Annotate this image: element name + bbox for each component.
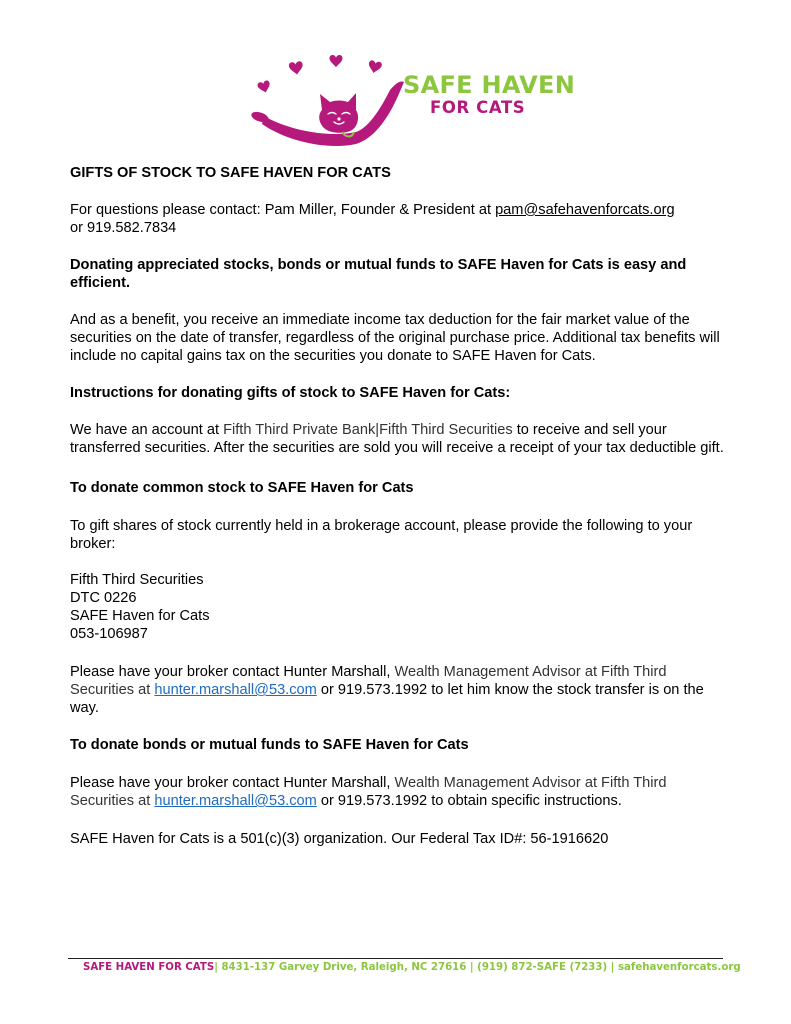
- broker-detail-line: SAFE Haven for Cats: [70, 608, 210, 624]
- common-stock-contact: [70, 663, 730, 717]
- advisor-title: Wealth Management Advisor at Fifth Third Securities at: [70, 775, 667, 809]
- advisor-email-link[interactable]: hunter.marshall@53.com: [154, 793, 317, 809]
- logo-line-2: FOR CATS: [430, 98, 526, 117]
- logo-line-1: SAFE HAVEN: [403, 71, 576, 99]
- bonds-contact: [70, 774, 730, 810]
- footer-divider: [68, 958, 723, 959]
- broker-detail-line: 053-106987: [70, 626, 148, 642]
- common-stock-heading: To donate common stock to SAFE Haven for Cats: [70, 480, 414, 496]
- account-lead: We have an account at: [70, 422, 224, 438]
- contact-tail: or 919.573.1992 to let him know the stock transfer is on the way.: [70, 682, 704, 716]
- contact-lead: Please have your broker contact Hunter Marshall,: [70, 775, 395, 791]
- bank-name: Fifth Third Private Bank|Fifth Third Securities: [223, 422, 513, 438]
- contact-tail: or 919.573.1992 to obtain specific instructions.: [316, 793, 622, 809]
- footer-details: | 8431-137 Garvey Drive, Raleigh, NC 27616 | (919) 872-SAFE (7233) | safehavenforcats.org: [214, 962, 741, 973]
- broker-detail-line: DTC 0226: [70, 590, 137, 606]
- instructions-heading: Instructions for donating gifts of stock to SAFE Haven for Cats:: [70, 385, 511, 401]
- benefit-paragraph: And as a benefit, you receive an immediate income tax deduction for the fair market value of the securities on the date of transfer, regardless of the original purchase price. Additional tax benefits will include no capital gains tax on the securities you donate to SAFE Haven for Cats.: [70, 312, 720, 364]
- contact-lead: Please have your broker contact Hunter Marshall,: [70, 664, 395, 680]
- advisor-email-link[interactable]: hunter.marshall@53.com: [154, 682, 317, 698]
- broker-detail-line: Fifth Third Securities: [70, 572, 204, 588]
- contact-phone: or 919.582.7834: [70, 220, 177, 236]
- contact-lead: For questions please contact: Pam Miller, Founder & President at: [70, 202, 496, 218]
- contact-paragraph: [70, 201, 730, 237]
- page-title: GIFTS OF STOCK TO SAFE HAVEN FOR CATS: [70, 165, 391, 181]
- tax-id-statement: SAFE Haven for Cats is a 501(c)(3) organization. Our Federal Tax ID#: 56-1916620: [70, 831, 609, 847]
- document-body: [70, 164, 730, 848]
- logo: [248, 52, 576, 150]
- common-stock-intro: To gift shares of stock currently held in a brokerage account, please provide the following to your broker:: [70, 518, 693, 552]
- broker-details: [70, 571, 730, 643]
- founder-email-link[interactable]: pam@safehavenforcats.org: [495, 202, 675, 218]
- intro-bold: Donating appreciated stocks, bonds or mutual funds to SAFE Haven for Cats is easy and efficient.: [70, 257, 687, 291]
- cat-with-hearts-icon: [248, 52, 408, 150]
- account-paragraph: [70, 421, 730, 457]
- account-tail: to receive and sell your transferred securities. After the securities are sold you will receive a receipt of your tax deductible gift.: [70, 422, 724, 456]
- bonds-heading: To donate bonds or mutual funds to SAFE Haven for Cats: [70, 737, 469, 753]
- footer: [83, 962, 741, 973]
- footer-org: SAFE HAVEN FOR CATS: [83, 962, 215, 973]
- advisor-title: Wealth Management Advisor at Fifth Third Securities at: [70, 664, 667, 698]
